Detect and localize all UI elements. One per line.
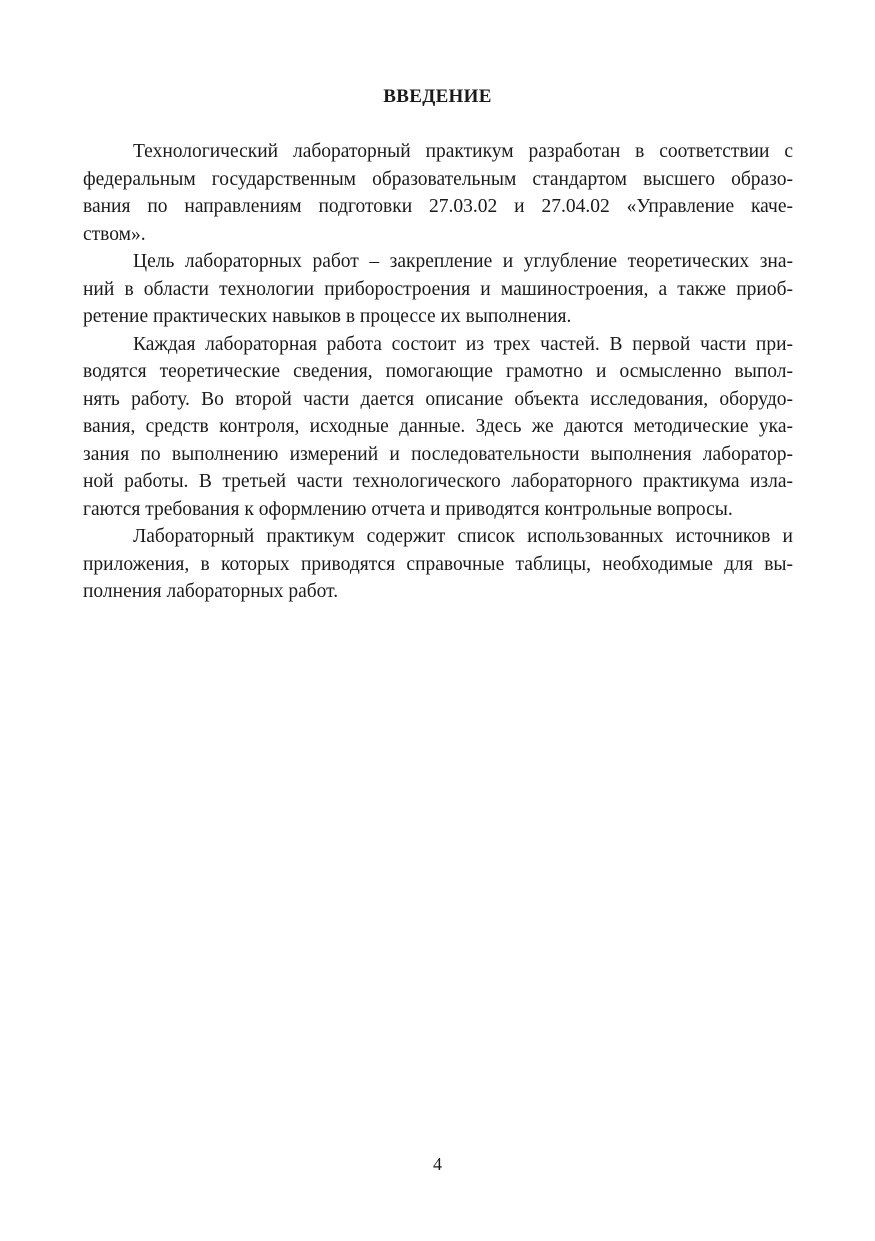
text-line: Цель лабораторных работ – закрепление и углубление теоретических зна- (133, 251, 793, 272)
paragraph-4 (83, 523, 793, 606)
text-line: ретение практических навыков в процессе их выполнения. (83, 306, 572, 327)
text-line: федеральным государственным образовательным стандартом высшего образо- (83, 168, 793, 190)
text-line: вания по направлениям подготовки 27.03.02 и 27.04.02 «Управление каче- (83, 196, 793, 217)
text-line: гаются требования к оформлению отчета и приводятся контрольные вопросы. (83, 498, 733, 520)
text-line: вания, средств контроля, исходные данные. Здесь же даются методические ука- (83, 416, 793, 437)
text-line: водятся теоретические сведения, помогающие грамотно и осмысленно выпол- (83, 361, 793, 382)
paragraph-2 (83, 248, 793, 331)
text-line: ством». (83, 223, 146, 245)
text-line: ной работы. В третьей части технологического лабораторного практикума изла- (83, 471, 793, 492)
text-line: приложения, в которых приводятся справочные таблицы, необходимые для вы- (83, 553, 793, 575)
text-line: Лабораторный практикум содержит список использованных источников и (133, 526, 793, 547)
text-line: полнения лабораторных работ. (83, 581, 339, 602)
document-body (83, 138, 793, 606)
text-line: ний в области технологии приборостроения и машиностроения, а также приоб- (83, 278, 793, 300)
page-number: 4 (433, 1154, 442, 1174)
paragraph-3 (83, 331, 793, 524)
text-line: нять работу. Во второй части дается описание объекта исследования, оборудо- (83, 388, 793, 410)
text-line: Технологический лабораторный практикум разработан в соответствии с (133, 141, 793, 162)
paragraph-1 (83, 138, 793, 248)
text-line: зания по выполнению измерений и последовательности выполнения лаборатор- (83, 443, 793, 465)
page-title: ВВЕДЕНИЕ (383, 86, 492, 107)
text-line: Каждая лабораторная работа состоит из трех частей. В первой части при- (133, 333, 793, 355)
